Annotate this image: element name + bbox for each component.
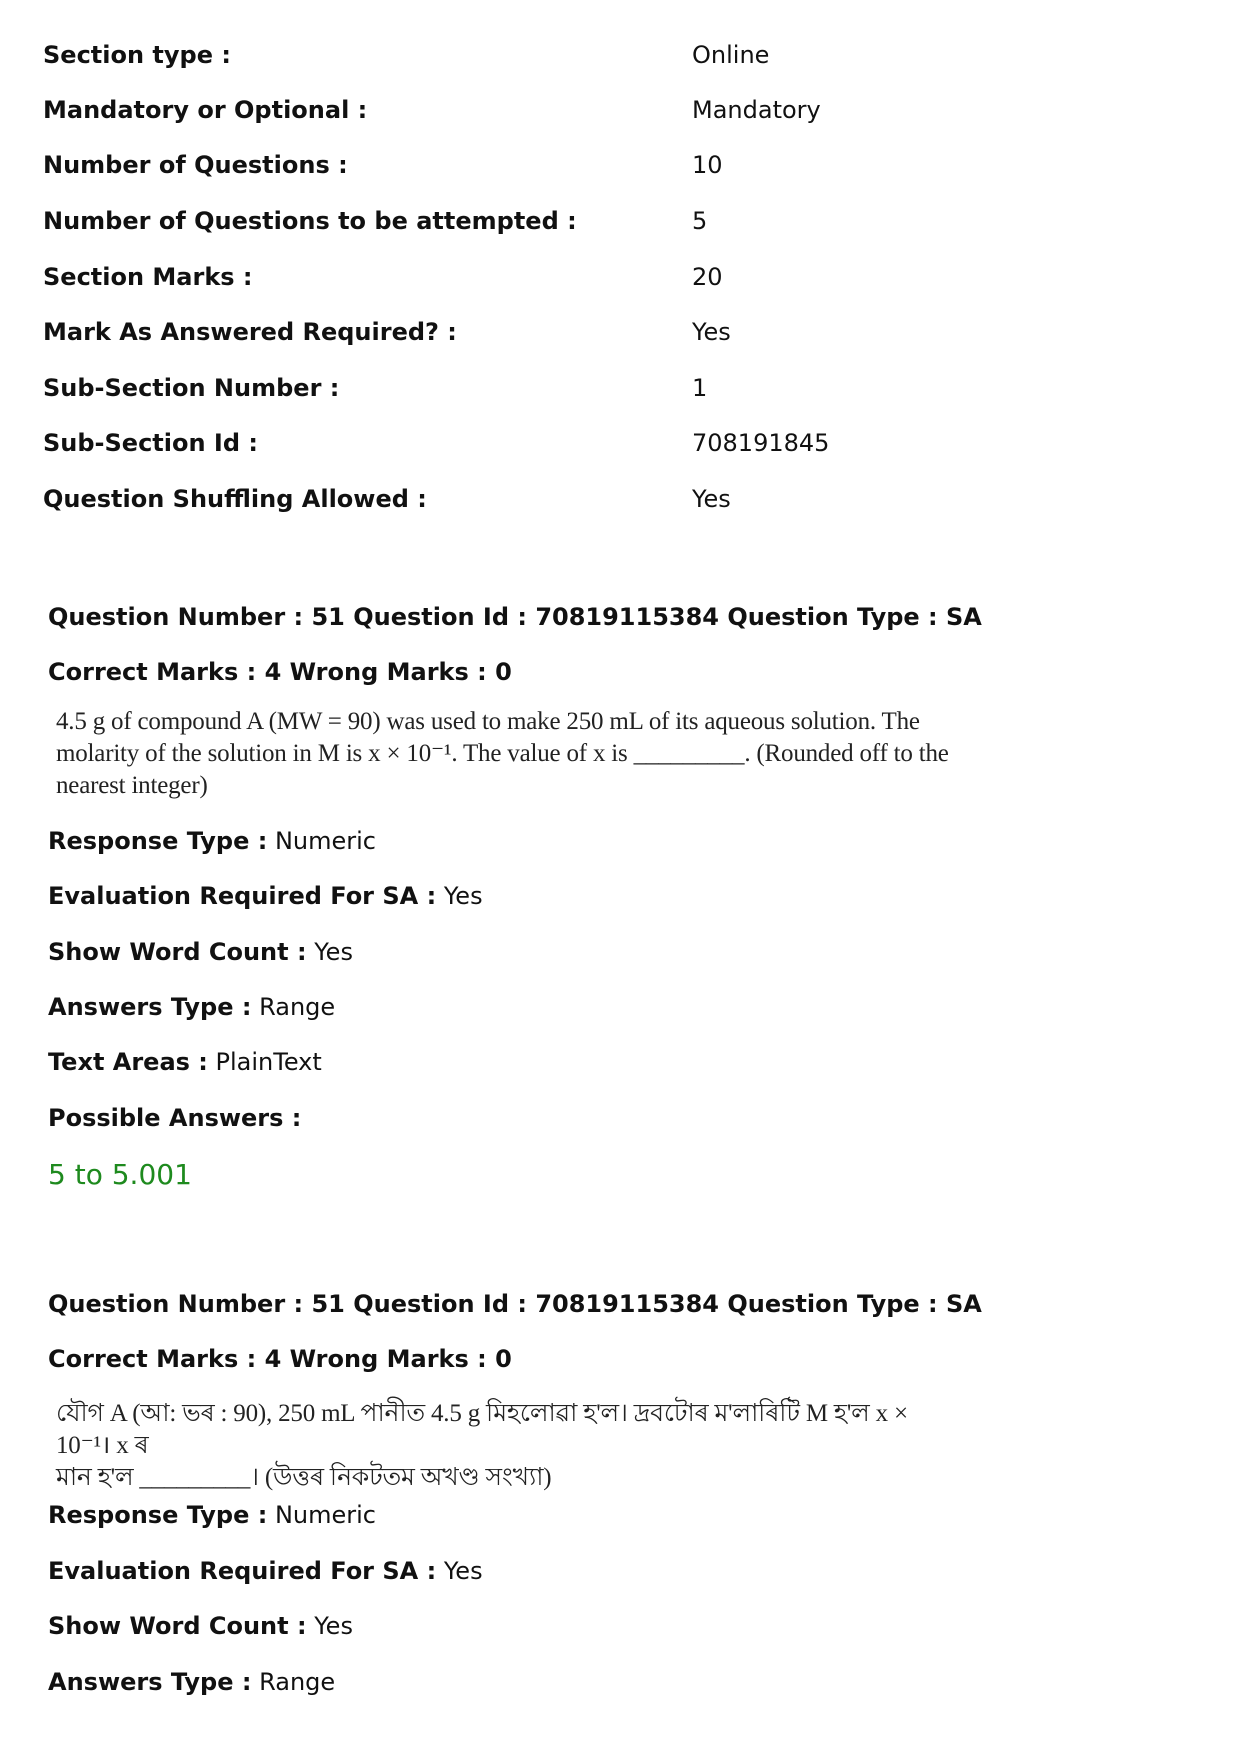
possible-answers (48, 1104, 301, 1132)
text-areas-label: Text Areas : (48, 1048, 208, 1076)
question-text-line: 4.5 g of compound A (MW = 90) was used to make 250 mL of its aqueous solution. The (56, 708, 920, 735)
mandatory-value: Mandatory (692, 96, 821, 124)
attempt-count-value: 5 (692, 207, 708, 235)
evaluation-value: Yes (443, 882, 483, 910)
question-text (56, 706, 956, 802)
question-text-line: মান হ'ল _________। (উত্তৰ নিকটতম অখণ্ড সংখ্যা) (56, 1464, 552, 1491)
evaluation-label: Evaluation Required For SA : (48, 1557, 437, 1585)
answers-type (48, 993, 335, 1021)
evaluation-required (48, 1557, 483, 1585)
text-areas-value: PlainText (215, 1048, 322, 1076)
mark-answered-value: Yes (692, 318, 731, 346)
show-word-count (48, 1612, 353, 1640)
response-type (48, 827, 376, 855)
word-count-value: Yes (314, 938, 353, 966)
shuffling-value: Yes (692, 485, 731, 513)
question-header: Question Number : 51 Question Id : 70819115384 Question Type : SA (48, 1290, 982, 1318)
answers-type-value: Range (259, 1668, 336, 1696)
question-count-row (43, 151, 1193, 191)
possible-answers-label: Possible Answers : (48, 1104, 302, 1132)
response-type (48, 1501, 376, 1529)
question-header: Question Number : 51 Question Id : 70819115384 Question Type : SA (48, 603, 982, 631)
question-marks: Correct Marks : 4 Wrong Marks : 0 (48, 658, 512, 686)
subsection-id-label: Sub-Section Id : (43, 429, 258, 457)
attempt-count-row (43, 207, 1193, 247)
response-type-value: Numeric (274, 827, 376, 855)
possible-answer-value: 5 to 5.001 (48, 1158, 192, 1191)
question-text (56, 1398, 956, 1494)
response-type-label: Response Type : (48, 1501, 268, 1529)
mandatory-label: Mandatory or Optional : (43, 96, 368, 124)
answers-type (48, 1668, 335, 1696)
evaluation-label: Evaluation Required For SA : (48, 882, 437, 910)
response-type-label: Response Type : (48, 827, 268, 855)
word-count-label: Show Word Count : (48, 1612, 307, 1640)
mark-answered-label: Mark As Answered Required? : (43, 318, 457, 346)
subsection-number-value: 1 (692, 374, 708, 402)
word-count-value: Yes (314, 1612, 353, 1640)
answers-type-label: Answers Type : (48, 1668, 252, 1696)
word-count-label: Show Word Count : (48, 938, 307, 966)
subsection-number-row (43, 374, 1193, 414)
response-type-value: Numeric (274, 1501, 376, 1529)
section-marks-label: Section Marks : (43, 263, 253, 291)
question-text-line: molarity of the solution in M is x × 10⁻¹. The value of x is _________. (Rounded off to the (56, 740, 949, 767)
mandatory-row (43, 96, 1193, 136)
section-marks-value: 20 (692, 263, 723, 291)
evaluation-required (48, 882, 483, 910)
question-text-line: যৌগ A (আ: ভৰ : 90), 250 mL পানীত 4.5 g মিহলোৱা হ'ল। দ্ৰবটোৰ ম'লাৰিটি M হ'ল x × 10⁻¹। x ৰ (56, 1400, 908, 1459)
evaluation-value: Yes (443, 1557, 483, 1585)
answers-type-label: Answers Type : (48, 993, 252, 1021)
mark-answered-row (43, 318, 1193, 358)
show-word-count (48, 938, 353, 966)
section-type-value: Online (692, 41, 770, 69)
section-marks-row (43, 263, 1193, 303)
subsection-number-label: Sub-Section Number : (43, 374, 340, 402)
subsection-id-row (43, 429, 1193, 469)
attempt-count-label: Number of Questions to be attempted : (43, 207, 577, 235)
shuffling-label: Question Shuffling Allowed : (43, 485, 427, 513)
question-count-label: Number of Questions : (43, 151, 348, 179)
section-type-label: Section type : (43, 41, 231, 69)
question-marks: Correct Marks : 4 Wrong Marks : 0 (48, 1345, 512, 1373)
subsection-id-value: 708191845 (692, 429, 830, 457)
answers-type-value: Range (259, 993, 336, 1021)
section-type-row (43, 41, 1193, 81)
question-count-value: 10 (692, 151, 723, 179)
question-text-line: nearest integer) (56, 772, 208, 799)
text-areas (48, 1048, 322, 1076)
shuffling-row (43, 485, 1193, 525)
